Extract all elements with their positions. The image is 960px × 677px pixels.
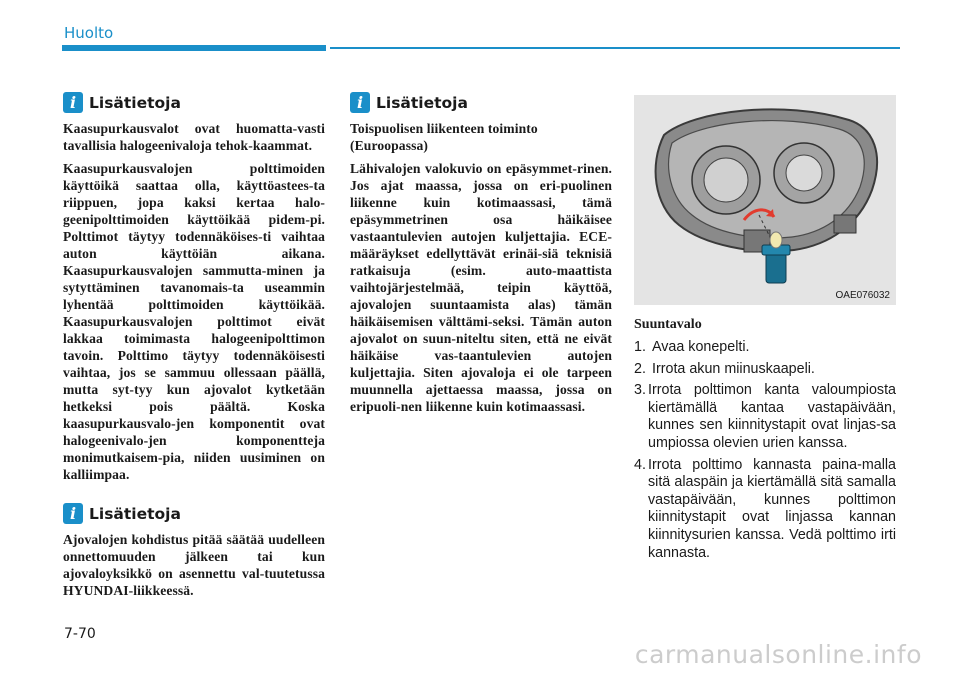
column-left xyxy=(63,92,325,605)
figure-code: OAE076032 xyxy=(835,290,890,301)
info-box-heading xyxy=(63,503,325,524)
column-middle xyxy=(350,92,612,421)
subheading: Suuntavalo xyxy=(634,317,702,332)
paragraph: Lähivalojen valokuvio on epäsymmet-rinen. Jos ajat maassa, jossa on eri-puolinen liikenne kuin kotimaassasi, tämä epäsymmetrinen osa häikäisee vastaantulevien autojen kuljettajia. ECE-määräykset edellyttävät erinäi-siä teknisiä ratkaisuja (esim. auto-maattista vaihtojärjestelmää, teipin käyttöä, ajovalojen suuntaamista alas) tämän häikäisemisen välttämi-seksi. Tämän auton ajovalot on suun-niteltu siten, että ne eivät häikäise vas-taantulevien autojen kuljettajia. Siten ajovaloja ei ole tarpeen muunnella ajettaessa maassa, jossa on eripuoli-nen liikenne kuin kotimaassasi. xyxy=(350,161,612,414)
list-item: 3. Irrota polttimon kanta valoumpiosta kiertämällä kantaa vastapäivään, kunnes sen kiinnitystapit ovat linjas-sa umpiossa olevien urien kanssa. xyxy=(634,382,896,451)
column-right xyxy=(634,95,896,566)
info-title: Lisätietoja xyxy=(89,93,181,112)
info-title: Lisätietoja xyxy=(376,93,468,112)
section-label: Huolto xyxy=(64,24,114,42)
page-number: 7-70 xyxy=(64,626,96,642)
info-icon: i xyxy=(63,503,83,524)
info-box-heading xyxy=(63,92,325,113)
info-title: Lisätietoja xyxy=(89,504,181,523)
paragraph: Kaasupurkausvalojen polttimoiden käyttöikä saattaa olla, käyttöastees-ta riippuen, jopa kaksi kertaa halo-geenipolttimoiden käyttöikää pidem-pi. Polttimot täytyy todennäköises-ti vaihtaa auton käyttöiän aikana. Kaasupurkausvalojen sammutta-minen ja sytyttäminen tavanomais-ta useammin lyhentää polttimoiden käyttöikää. Kaasupurkausvalojen polttimot eivät lakkaa toimimasta halogeenipolttimon tavoin. Polttimo täytyy todennäköisesti vaihtaa, jos se sammuu ollessaan päällä, mutta syt-tyy kun ajovalot kytketään hetkeksi pois päältä. Koska kaasupurkausvalo-jen komponentit ovat halogeenivalo-jen komponentteja monimutkaisem-pia, niiden uusiminen on kalliimpaa. xyxy=(63,161,325,482)
list-item: 2. Irrota akun miinuskaapeli. xyxy=(634,360,815,377)
paragraph: Kaasupurkausvalot ovat huomatta-vasti tavallisia halogeenivaloja tehok-kaammat. xyxy=(63,121,325,153)
paragraph: Ajovalojen kohdistus pitää säätää uudelleen onnettomuuden jälkeen tai kun ajovaloyksikkö on asennettu val-tuutetussa HYUNDAI-liikkeessä. xyxy=(63,532,325,598)
watermark: carmanualsonline.info xyxy=(634,640,922,669)
headlamp-drawing xyxy=(634,95,896,305)
list-item: 4. Irrota polttimo kannasta paina-malla sitä alaspäin ja kiertämällä sitä samalla vastapäivään, kunnes polttimon kiinnitystapit ovat linjassa kannan kiinnitysurien kanssa. Vedä polttimo irti kannasta. xyxy=(634,456,896,561)
list-item: 1. Avaa konepelti. xyxy=(634,339,750,355)
info-icon: i xyxy=(63,92,83,113)
header-rule-thin xyxy=(330,47,900,49)
headlamp-illustration xyxy=(634,95,896,305)
steps-list xyxy=(634,339,896,562)
paragraph: Toispuolisen liikenteen toiminto (Euroopassa) xyxy=(350,121,538,153)
info-box-heading xyxy=(350,92,612,113)
info-icon: i xyxy=(350,92,370,113)
header-rule-thick xyxy=(62,45,326,51)
